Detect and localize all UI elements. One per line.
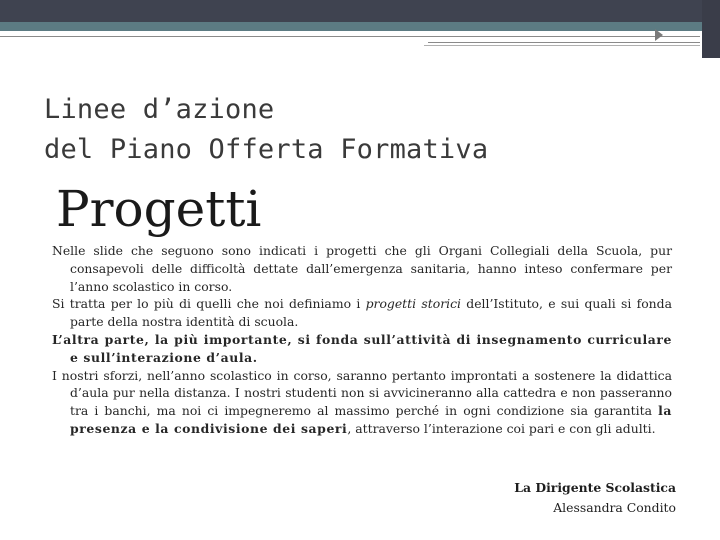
signature-block — [514, 478, 676, 518]
paragraph-teaching: L’altra parte, la più importante, si fonda sull’attività di insegnamento curriculare e sull’interazione d’aula. — [52, 331, 672, 365]
decorative-rule-short — [428, 42, 700, 43]
signature-name: Alessandra Condito — [553, 500, 676, 515]
paragraph-historic-text-end: dell’Istituto, e sui quali si fonda parte della nostra identità di scuola. — [70, 296, 672, 330]
decorative-arrow-icon — [655, 29, 663, 41]
paragraph-efforts-text: I nostri sforzi, nell’anno scolastico in corso, saranno pertanto improntati a sostenere la didattica d’aula pur nella distanza. I nostri studenti non si avvicineranno alla cattedra e non passeranno tra i banchi, ma noi ci impegneremo al massimo perché in ogni condizione sia garantita — [52, 367, 672, 419]
decorative-rule — [0, 36, 700, 37]
header-band-teal — [0, 22, 720, 31]
slide-title-line2: del Piano Offerta Formativa — [44, 134, 489, 165]
decorative-rule-short-lower — [424, 45, 700, 46]
header-band-corner — [702, 0, 720, 58]
historic-projects-emphasis: progetti storici — [365, 296, 461, 312]
slide-title — [44, 90, 684, 170]
paragraph-efforts-text-end: , attraverso l’interazione coi pari e con gli adulti. — [347, 420, 656, 436]
slide-title-line1: Linee d’azione — [44, 94, 275, 125]
paragraph-efforts — [52, 367, 672, 438]
presence-sharing-emphasis: la presenza e la condivisione dei saperi — [70, 403, 672, 436]
body-text — [52, 242, 672, 438]
paragraph-historic-projects — [52, 295, 672, 331]
paragraph-intro: Nelle slide che seguono sono indicati i progetti che gli Organi Collegiali della Scuola, pur consapevoli delle difficoltà dettate dall’emergenza sanitaria, hanno inteso confermare per l’anno scolastico in corso. — [52, 243, 672, 294]
section-heading: Progetti — [56, 180, 262, 238]
header-band-dark — [0, 0, 720, 22]
paragraph-historic-text: Si tratta per lo più di quelli che noi definiamo i — [52, 296, 366, 312]
signature-role: La Dirigente Scolastica — [514, 480, 676, 495]
